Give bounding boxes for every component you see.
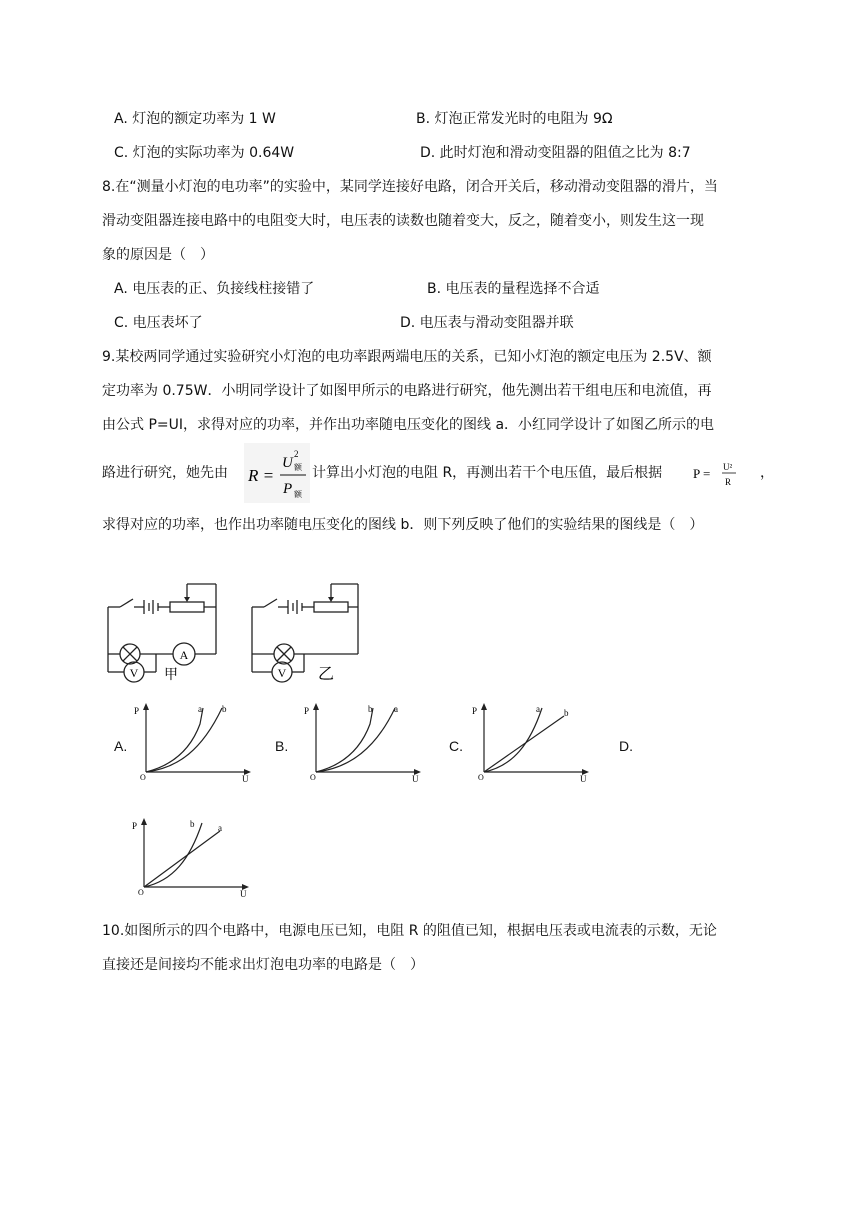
q9-option-a-label: A. xyxy=(114,738,128,754)
graph-option-c xyxy=(468,700,598,785)
q8-option-a: A. 电压表的正、负接线柱接错了 xyxy=(114,281,315,297)
graph-d-x-label: U xyxy=(240,889,247,899)
q10-stem-line2: 直接还是间接均不能求出灯泡电功率的电路是（ ） xyxy=(102,957,424,973)
graph-b-origin: O xyxy=(310,773,316,782)
q9-stem-line4-mid: 计算出小灯泡的电阻 R，再测出若干个电压值，最后根据 xyxy=(312,465,663,481)
q9-stem-line4-pre: 路进行研究，她先由 xyxy=(102,465,228,481)
graph-c-y-label: P xyxy=(472,706,478,716)
formula-resistance-lhs: R = xyxy=(248,466,275,485)
formula-resistance-num-sup: 2 xyxy=(294,449,299,459)
graph-a-curve-a: a xyxy=(198,704,202,714)
graph-c-x-label: U xyxy=(580,774,587,784)
formula-power-den: R xyxy=(725,477,732,487)
q9-stem-line1: 9.某校两同学通过实验研究小灯泡的电功率跟两端电压的关系，已知小灯泡的额定电压为 2.5V、额 xyxy=(102,349,712,365)
circuit-label-yi: 乙 xyxy=(318,666,335,683)
graph-a-y-label: P xyxy=(134,706,140,716)
q9-stem-line3: 由公式 P=UI，求得对应的功率，并作出功率随电压变化的图线 a．小红同学设计了如图乙所示的电 xyxy=(102,417,715,433)
formula-resistance-den: P xyxy=(283,481,293,497)
voltmeter-label-jia: V xyxy=(129,666,139,680)
q7-option-c: C. 灯泡的实际功率为 0.64W xyxy=(114,145,295,161)
q9-option-d-label: D. xyxy=(619,738,633,754)
circuit-diagrams xyxy=(100,575,380,695)
q9-stem-line4-post: ， xyxy=(760,465,774,481)
q9-stem-line2: 定功率为 0.75W．小明同学设计了如图甲所示的电路进行研究，他先测出若干组电压和电流值，再 xyxy=(102,383,712,399)
ammeter-label: A xyxy=(179,648,189,662)
graph-b-x-label: U xyxy=(412,774,419,784)
graph-c-curve-b: b xyxy=(564,708,569,718)
q8-stem-line1: 8.在“测量小灯泡的电功率”的实验中，某同学连接好电路，闭合开关后，移动滑动变阻器的滑片，当 xyxy=(102,179,718,195)
graph-d-y-label: P xyxy=(132,821,138,831)
q8-option-d: D. 电压表与滑动变阻器并联 xyxy=(400,315,574,331)
graph-a-x-label: U xyxy=(242,774,249,784)
q7-option-a: A. 灯泡的额定功率为 1 W xyxy=(114,111,276,127)
q10-stem-line1: 10.如图所示的四个电路中，电源电压已知，电阻 R 的阻值已知，根据电压表或电流表的示数，无论 xyxy=(102,923,717,939)
graph-a-origin: O xyxy=(140,773,146,782)
formula-power xyxy=(691,455,745,493)
q8-stem-line3: 象的原因是（ ） xyxy=(102,247,214,263)
graph-d-curve-a: a xyxy=(218,823,222,833)
formula-power-num: U² xyxy=(723,462,733,472)
q8-option-c: C. 电压表坏了 xyxy=(114,315,203,331)
graph-b-curve-b: b xyxy=(368,704,373,714)
graph-d-origin: O xyxy=(138,888,144,897)
graph-option-b xyxy=(300,700,430,785)
q7-option-b: B. 灯泡正常发光时的电阻为 9Ω xyxy=(416,111,613,127)
q8-stem-line2: 滑动变阻器连接电路中的电阻变大时，电压表的读数也随着变大，反之，随着变小，则发生这一现 xyxy=(102,213,704,229)
formula-power-lhs: P = xyxy=(693,466,711,481)
formula-resistance-den-sub: 额 xyxy=(294,490,302,499)
graph-c-origin: O xyxy=(478,773,484,782)
circuit-label-jia: 甲 xyxy=(164,668,178,683)
graph-b-y-label: P xyxy=(304,706,310,716)
formula-resistance-num-sub: 额 xyxy=(294,463,302,472)
graph-d-curve-b: b xyxy=(190,819,195,829)
q9-option-c-label: C. xyxy=(449,738,463,754)
graph-option-d xyxy=(128,815,258,900)
q8-option-b: B. 电压表的量程选择不合适 xyxy=(427,281,600,297)
voltmeter-label-yi: V xyxy=(277,666,287,680)
formula-resistance-num: U xyxy=(282,455,293,471)
graph-a-curve-b: b xyxy=(222,704,227,714)
graph-c-curve-a: a xyxy=(536,704,540,714)
formula-resistance xyxy=(244,443,310,503)
graph-option-a xyxy=(130,700,260,785)
q7-option-d: D. 此时灯泡和滑动变阻器的阻值之比为 8:7 xyxy=(420,145,691,161)
graph-b-curve-a: a xyxy=(394,704,398,714)
q9-option-b-label: B. xyxy=(275,738,289,754)
q9-stem-line5: 求得对应的功率，也作出功率随电压变化的图线 b．则下列反映了他们的实验结果的图线是（ ） xyxy=(102,517,704,533)
